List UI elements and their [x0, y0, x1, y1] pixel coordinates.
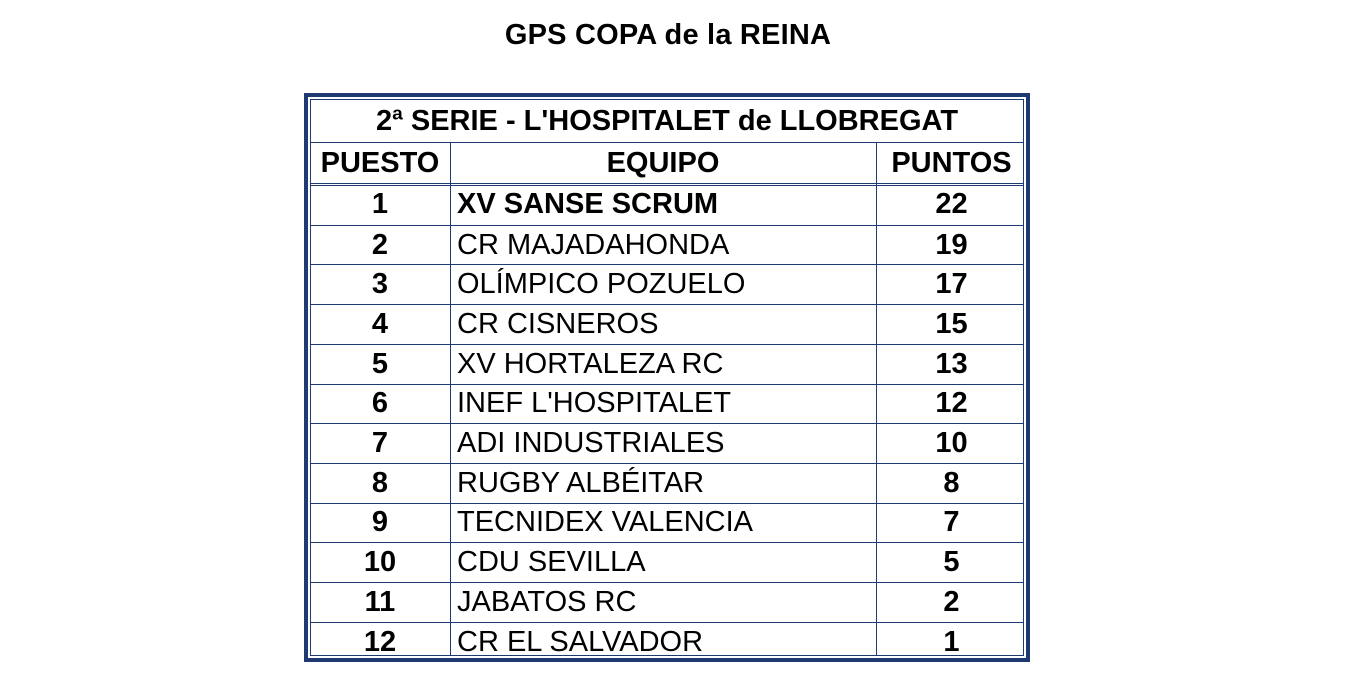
- team-cell: XV HORTALEZA RC: [457, 347, 724, 380]
- position-cell: 10: [363, 546, 397, 579]
- points-cell: 5: [943, 546, 960, 579]
- table-row: [311, 384, 1023, 424]
- points-cell: 10: [935, 427, 968, 460]
- standings-table: [304, 93, 1030, 662]
- position-cell: 11: [364, 585, 396, 618]
- table-row: [311, 423, 1023, 463]
- team-cell: RUGBY ALBÉITAR: [457, 466, 705, 499]
- team-cell: CR CISNEROS: [457, 307, 659, 340]
- position-cell: 6: [371, 387, 389, 420]
- points-cell: 19: [935, 228, 968, 261]
- points-cell: 7: [943, 506, 960, 539]
- column-divider-1: [450, 143, 451, 655]
- team-cell: TECNIDEX VALENCIA: [457, 506, 753, 539]
- points-cell: 12: [935, 387, 968, 420]
- table-row: [311, 185, 1023, 225]
- team-cell: XV SANSE SCRUM: [457, 188, 719, 221]
- table-header-row: [311, 142, 1023, 186]
- page-title: GPS COPA de la REINA: [504, 19, 832, 51]
- position-cell: 5: [371, 347, 389, 380]
- table-row: [311, 503, 1023, 543]
- team-cell: CR EL SALVADOR: [457, 625, 704, 658]
- points-cell: 17: [935, 268, 968, 301]
- points-cell: 15: [935, 307, 968, 340]
- standings-table-inner: [310, 99, 1024, 656]
- table-row: [311, 225, 1023, 265]
- column-header-team: EQUIPO: [606, 146, 720, 179]
- team-cell: INEF L'HOSPITALET: [457, 387, 732, 420]
- team-cell: OLÍMPICO POZUELO: [457, 268, 746, 301]
- table-row: [311, 304, 1023, 344]
- column-divider-2: [876, 143, 877, 655]
- points-cell: 22: [935, 188, 968, 221]
- position-cell: 4: [371, 307, 389, 340]
- position-cell: 3: [371, 268, 389, 301]
- position-cell: 2: [371, 228, 389, 261]
- position-cell: 12: [363, 625, 397, 658]
- series-title: 2ª SERIE - L'HOSPITALET de LLOBREGAT: [375, 104, 959, 137]
- table-row: [311, 264, 1023, 304]
- points-cell: 2: [943, 585, 960, 618]
- points-cell: 13: [935, 347, 968, 380]
- table-row: [311, 344, 1023, 384]
- table-row: [311, 622, 1023, 662]
- team-cell: CR MAJADAHONDA: [457, 228, 730, 261]
- table-row: [311, 463, 1023, 503]
- column-header-position: PUESTO: [320, 146, 440, 179]
- team-cell: ADI INDUSTRIALES: [457, 427, 725, 460]
- table-row: [311, 582, 1023, 622]
- position-cell: 9: [371, 506, 389, 539]
- points-cell: 1: [943, 625, 960, 658]
- column-header-points: PUNTOS: [891, 146, 1012, 179]
- table-row: [311, 542, 1023, 582]
- team-cell: JABATOS RC: [457, 585, 637, 618]
- team-cell: CDU SEVILLA: [457, 546, 646, 579]
- position-cell: 1: [371, 188, 389, 221]
- position-cell: 7: [371, 427, 389, 460]
- points-cell: 8: [943, 466, 960, 499]
- position-cell: 8: [371, 466, 389, 499]
